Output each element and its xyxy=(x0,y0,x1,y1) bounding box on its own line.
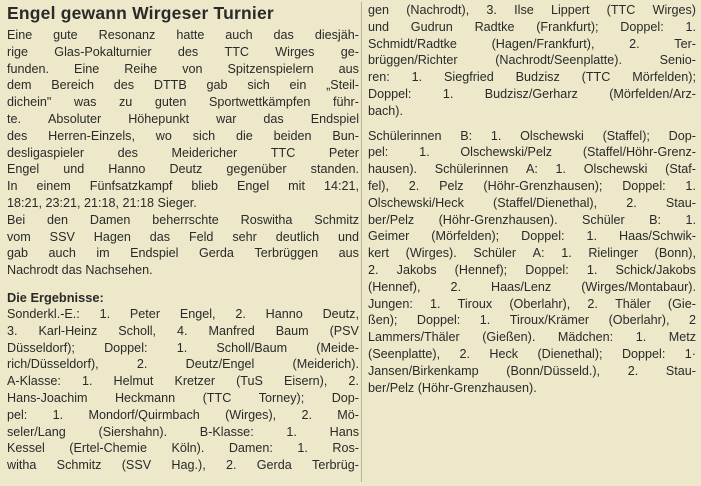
text-line: seler/Lang (Siershahn). B-Klasse: 1. Hans xyxy=(7,424,359,439)
text-line: ber/Pelz (Höhr-Grenzhausen). Schüler B: 1. xyxy=(368,212,696,227)
text-line: und Gudrun Radtke (Frankfurt); Doppel: 1. xyxy=(368,19,696,34)
text-line: Engel und Hanno Deutz gegenüber standen. xyxy=(7,162,359,177)
text-line: bach). xyxy=(368,103,404,118)
text-line: Nachrodt das Nachsehen. xyxy=(7,263,153,278)
text-line: pel: 1. Mondorf/Quirmbach (Wirges), 2. Mö- xyxy=(7,407,359,422)
text-line: In einem Fünfsatzkampf blieb Engel mit 14:21, xyxy=(7,179,359,194)
text-line: Bei den Damen beherrschte Roswitha Schmitz xyxy=(7,212,359,227)
text-line: te. Absoluter Höhepunkt war das Endspiel xyxy=(7,111,359,126)
text-line: A-Klasse: 1. Helmut Kretzer (TuS Eisern), 2. xyxy=(7,374,359,389)
text-line: ßen); Doppel: 1. Tiroux/Krämer (Oberlahr), 2 xyxy=(368,313,696,328)
text-line: fel), 2. Pelz (Höhr-Grenzhausen); Doppel: 1. xyxy=(368,178,696,193)
text-line: ber/Pelz (Höhr-Grenzhausen). xyxy=(368,380,537,395)
left-column xyxy=(7,2,359,474)
text-line: vom SSV Hagen das Feld sehr deutlich und xyxy=(7,229,359,244)
text-line: Jansen/Birkenkamp (Bonn/Düsseld.), 2. Stau- xyxy=(368,363,696,378)
text-line: 2. Jakobs (Hennef); Doppel: 1. Schick/Jakobs xyxy=(368,262,696,277)
text-line: (Hennef), 2. Haas/Lenz (Wirges/Montabaur). xyxy=(368,279,696,294)
text-line: Hans-Joachim Heckmann (TTC Torney); Dop- xyxy=(7,390,359,405)
text-line: brüggen/Richter (Nachrodt/Seenplatte). Senio- xyxy=(368,53,696,68)
text-line: 18:21, 23:21, 21:18, 21:18 Sieger. xyxy=(7,195,197,210)
column-divider xyxy=(361,2,362,482)
text-line: rige Glas-Pokalturnier des TTC Wirges ge- xyxy=(7,44,359,59)
text-line: Düsseldorf); Doppel: 1. Scholl/Baum (Meide- xyxy=(7,340,359,355)
text-line: hausen). Schülerinnen A: 1. Olschewski (Staf- xyxy=(368,162,696,177)
text-line: Schülerinnen B: 1. Olschewski (Staffel); Dop- xyxy=(368,128,696,143)
text-line: funden. Eine Reihe von Spitzenspielern aus xyxy=(7,61,359,76)
text-line: dichein" was zu guten Sportwettkämpfen führ- xyxy=(7,95,359,110)
text-line: Doppel: 1. Budzisz/Gerharz (Mörfelden/Arz- xyxy=(368,86,696,101)
results-continued xyxy=(368,2,696,120)
text-line: Kessel (Ertel-Chemie Köln). Damen: 1. Ros- xyxy=(7,441,359,456)
text-line: pel: 1. Olschewski/Pelz (Staffel/Höhr-Grenz- xyxy=(368,145,696,160)
article-title: Engel gewann Wirgeser Turnier xyxy=(7,3,274,23)
text-line: rich/Düsseldorf), 2. Deutz/Engel (Meiderich). xyxy=(7,357,359,372)
paragraph-gap xyxy=(368,120,696,128)
text-line: Geimer (Mörfelden); Doppel: 1. Haas/Schwik- xyxy=(368,229,696,244)
text-line: des Herren-Einzels, wo sich die beiden Bun- xyxy=(7,128,359,143)
text-line: dem Bereich des DTTB gab sich ein „Steil- xyxy=(7,78,359,93)
text-line: 3. Karl-Heinz Scholl, 4. Manfred Baum (PSV xyxy=(7,323,359,338)
text-line: Schmidt/Radtke (Hagen/Frankfurt), 2. Ter- xyxy=(368,36,696,51)
article-intro xyxy=(7,27,359,279)
right-column xyxy=(368,2,696,396)
results-text xyxy=(7,306,359,474)
text-line: kert (Wirges). Schüler A: 1. Rielinger (Bonn), xyxy=(368,246,696,261)
text-line: Olschewski/Heck (Staffel/Dienethal), 2. Stau- xyxy=(368,195,696,210)
text-line: Eine gute Resonanz hatte auch das diesjäh- xyxy=(7,28,359,42)
text-line: witha Schmitz (SSV Hag.), 2. Gerda Terbrüg- xyxy=(7,458,359,473)
text-line: Sonderkl.-E.: 1. Peter Engel, 2. Hanno Deutz, xyxy=(7,306,359,321)
text-line: desligaspieler des Meidericher TTC Peter xyxy=(7,145,359,160)
text-line: gab auch im Endspiel Gerda Terbrüggen aus xyxy=(7,246,359,261)
text-line: (Seenplatte), 2. Heck (Dienethal); Doppel: 1· xyxy=(368,346,696,361)
youth-results xyxy=(368,128,696,397)
text-line: ren: 1. Siegfried Budzisz (TTC Mörfelden); xyxy=(368,70,696,85)
text-line: gen (Nachrodt), 3. Ilse Lippert (TTC Wirges) xyxy=(368,3,696,17)
text-line: Jungen: 1. Tiroux (Oberlahr), 2. Thäler (Gie- xyxy=(368,296,696,311)
text-line: Lammers/Thäler (Gießen). Mädchen: 1. Metz xyxy=(368,330,696,345)
results-heading: Die Ergebnisse: xyxy=(7,289,104,305)
